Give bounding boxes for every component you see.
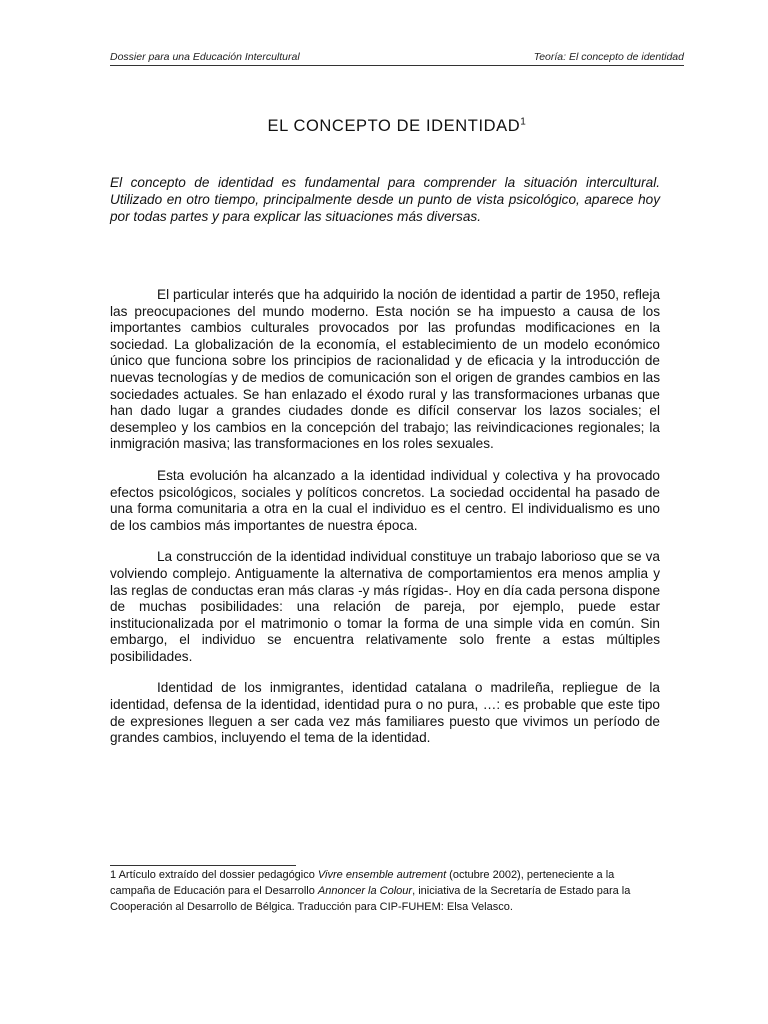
footnote-rule [110, 865, 296, 866]
footnote-text-2: (octubre 2002), perteneciente a la campaña de Educación para el Desarrollo [110, 869, 615, 897]
title-footnote-mark: 1 [520, 116, 527, 128]
page-title [110, 117, 684, 136]
body-text [110, 287, 660, 762]
footnote-text-1: Artículo extraído del dossier pedagógico [116, 869, 318, 881]
body-paragraph: El particular interés que ha adquirido la noción de identidad a partir de 1950, refleja las preocupaciones del mundo moderno. Esta noción se ha impuesto a causa de los importantes cambios culturales provocados por las profundas modificaciones en la sociedad. La globalización de la economía, el establecimiento de un modelo económico único que funciona sobre los principios de racionalidad y de eficacia y la introducción de nuevas tecnologías y de medios de comunicación son el origen de grandes cambios en las sociedades actuales. Se han enlazado el éxodo rural y las transformaciones urbanas que han dado lugar a grandes ciudades donde es difícil conservar los lazos sociales; el desempleo y los cambios en la concepción del trabajo; las reivindicaciones regionales; la inmigración masiva; las transformaciones en los roles sexuales. [110, 287, 660, 452]
header-rule [110, 65, 684, 66]
intro-paragraph: El concepto de identidad es fundamental para comprender la situación intercultural. Utilizado en otro tiempo, principalmente desde un punto de vista psicológico, aparece hoy por todas partes y para explicar las situaciones más diversas. [110, 175, 660, 225]
footnote-title-2: Annoncer la Colour [317, 884, 413, 897]
body-paragraph: Identidad de los inmigrantes, identidad catalana o madrileña, repliegue de la identidad, defensa de la identidad, identidad pura o no pura, …: es probable que este tipo de expresiones lleguen a ser cada vez más familiares puesto que vivimos un período de grandes cambios, incluyendo el tema de la identidad. [110, 680, 660, 746]
body-paragraph: Esta evolución ha alcanzado a la identidad individual y colectiva y ha provocado efectos psicológicos, sociales y políticos concretos. La sociedad occidental ha pasado de una forma comunitaria a otra en la cual el individuo es el centro. El individualismo es uno de los cambios más importantes de nuestra época. [110, 467, 660, 533]
body-paragraph: La construcción de la identidad individual constituye un trabajo laborioso que se va volviendo complejo. Antiguamente la alternativa de comportamientos era menos amplia y las reglas de conductas eran más claras -y más rígidas-. Hoy en día cada persona dispone de muchas posibilidades: una relación de pareja, por ejemplo, puede estar institucionalizada por el matrimonio o tomar la forma de una simple vida en común. Sin embargo, el individuo se encuentra relativamente solo frente a estas múltiples posibilidades. [110, 549, 660, 664]
footnote [110, 868, 660, 915]
footnote-title-1: Vivre ensemble autrement [317, 869, 447, 881]
footnote-mark: 1 [110, 869, 117, 881]
footnote-text-3: , iniciativa de la Secretaría de Estado para la Cooperación al Desarrollo de Bélgica. Traducción para CIP-FUHEM: Elsa Velasco. [110, 884, 631, 913]
header-right: Teoría: El concepto de identidad [533, 51, 684, 63]
title-text: EL CONCEPTO DE IDENTIDAD [267, 117, 521, 135]
header-left: Dossier para una Educación Intercultural [110, 51, 300, 63]
running-header [110, 51, 684, 63]
